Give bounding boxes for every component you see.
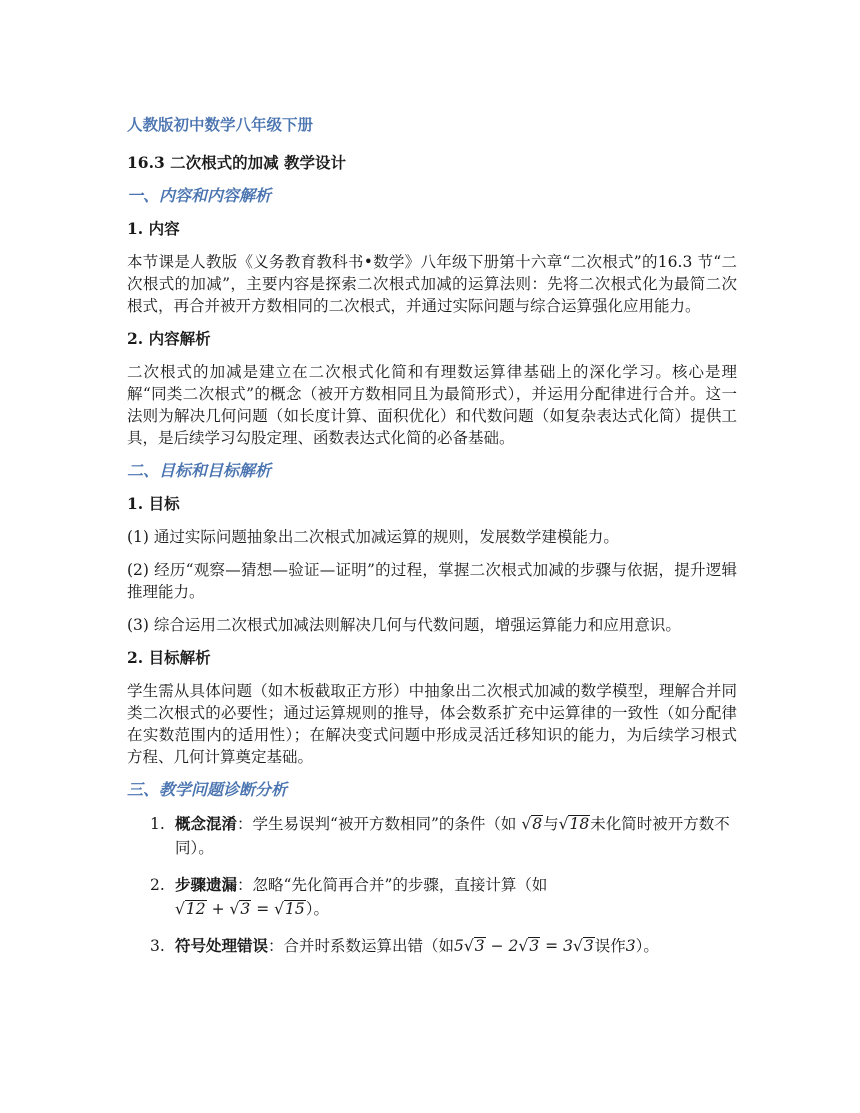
issue-label: 符号处理错误 — [175, 936, 269, 955]
issue-text: ：忽略“先化简再合并”的步骤，直接计算（如 — [237, 876, 548, 894]
math-operator: = — [545, 937, 559, 955]
subheading-goals: 1. 目标 — [127, 494, 180, 513]
section-heading-content: 一、内容和内容解析 — [127, 186, 272, 205]
sqrt-symbol-icon: √ — [229, 900, 240, 918]
sqrt-symbol-icon: √ — [518, 937, 529, 955]
list-item — [127, 873, 737, 921]
sqrt-symbol-icon: √ — [463, 937, 474, 955]
radicand: 18 — [569, 815, 590, 833]
sqrt-symbol-icon: √ — [521, 815, 532, 833]
subheading-goals-analysis: 2. 目标解析 — [127, 648, 211, 667]
issue-label: 概念混淆 — [175, 814, 238, 833]
paragraph-content: 本节课是人教版《义务教育教科书•数学》八年级下册第十六章“二次根式”的16.3 节“二次根式的加减”，主要内容是探索二次根式加减的运算法则：先将二次根式化为最简二次根式，再合并被开方数相同的二次根式，并通过实际问题与综合运算强化应用能力。 — [127, 253, 737, 315]
math-expression: 3 — [625, 937, 636, 955]
sqrt-symbol-icon: √ — [572, 937, 583, 955]
issue-text: 与 — [543, 815, 559, 833]
radicand: 3 — [474, 937, 485, 955]
document-body — [127, 114, 737, 971]
radicand: 3 — [529, 937, 540, 955]
coefficient: 2 — [508, 937, 519, 955]
radicand: 8 — [532, 815, 543, 833]
issue-text: ）。 — [305, 900, 330, 918]
issue-text: 误作 — [594, 937, 626, 955]
radicand: 3 — [240, 900, 251, 918]
section-heading-goals: 二、目标和目标解析 — [127, 461, 272, 480]
math-expression — [521, 815, 543, 833]
section-heading-diagnosis: 三、教学问题诊断分析 — [127, 780, 288, 799]
sqrt-symbol-icon: √ — [558, 815, 569, 833]
issue-text: ：合并时系数运算出错（如 — [268, 937, 455, 955]
issue-text: 未化简时被开方数不同）。 — [175, 815, 730, 857]
radicand: 12 — [185, 900, 206, 918]
paragraph-content-analysis: 二次根式的加减是建立在二次根式化简和有理数运算律基础上的深化学习。核心是理解“同类二次根式”的概念（被开方数相同且为最简形式），并运用分配律进行合并。这一法则为解决几何问题（如长度计算、面积优化）和代数问题（如复杂表达式化简）提供工具，是后续学习勾股定理、函数表达式化简的必备基础。 — [127, 363, 737, 447]
sqrt-symbol-icon: √ — [274, 900, 285, 918]
goal-item-3: (3) 综合运用二次根式加减法则解决几何与代数问题，增强运算能力和应用意识。 — [127, 616, 681, 634]
issue-text: ）。 — [635, 937, 659, 955]
coefficient: 3 — [563, 937, 573, 955]
list-item — [127, 812, 737, 860]
goal-item-2: (2) 经历“观察—猜想—验证—证明”的过程，掌握二次根式加减的步骤与依据，提升逻辑推理能力。 — [127, 561, 737, 601]
list-number: 1. — [150, 815, 165, 833]
goal-item-1: (1) 通过实际问题抽象出二次根式加减运算的规则，发展数学建模能力。 — [127, 528, 619, 546]
list-number: 3. — [150, 937, 165, 955]
math-operator: − — [490, 937, 504, 955]
radicand: 15 — [285, 900, 305, 918]
issue-text: ：学生易误判“被开方数相同”的条件（如 — [237, 815, 517, 833]
math-expression — [175, 900, 306, 918]
math-operator: = — [256, 900, 270, 918]
document-subtitle: 16.3 二次根式的加减 教学设计 — [127, 153, 347, 172]
math-operator: + — [211, 900, 225, 918]
math-expression — [454, 937, 595, 955]
list-item — [127, 934, 737, 958]
coefficient: 5 — [454, 937, 464, 955]
diagnosis-list — [127, 812, 737, 958]
radicand: 3 — [583, 937, 594, 955]
math-expression — [559, 815, 591, 833]
subheading-content-analysis: 2. 内容解析 — [127, 329, 211, 348]
sqrt-symbol-icon: √ — [175, 900, 185, 918]
list-number: 2. — [150, 876, 165, 894]
document-title: 人教版初中数学八年级下册 — [127, 115, 314, 134]
subheading-content: 1. 内容 — [127, 219, 180, 238]
issue-label: 步骤遗漏 — [175, 875, 238, 894]
paragraph-goals-analysis: 学生需从具体问题（如木板截取正方形）中抽象出二次根式加减的数学模型，理解合并同类二次根式的必要性；通过运算规则的推导，体会数系扩充中运算律的一致性（如分配律在实数范围内的适用性）；在解决变式问题中形成灵活迁移知识的能力，为后续学习根式方程、几何计算奠定基础。 — [127, 682, 737, 766]
